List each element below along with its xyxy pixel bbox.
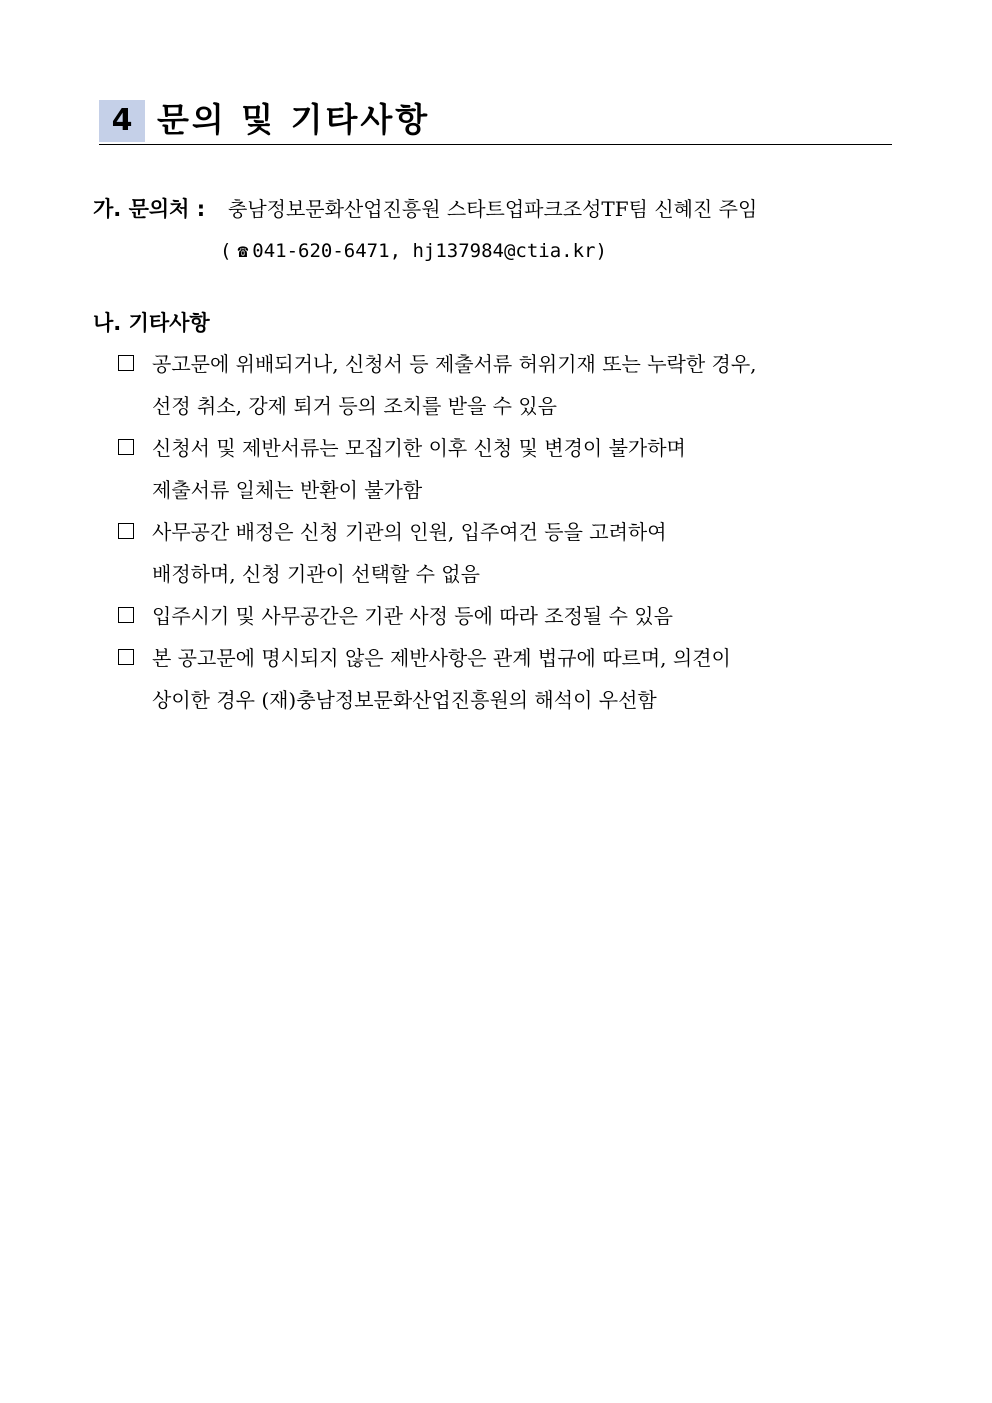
item-text-line1: 본 공고문에 명시되지 않은 제반사항은 관계 법규에 따르며, 의견이	[152, 646, 731, 670]
section-header	[99, 96, 892, 145]
other-label: 나. 기타사항	[93, 311, 210, 335]
item-text-line1: 신청서 및 제반서류는 모집기한 이후 신청 및 변경이 불가하며	[152, 436, 686, 460]
item-text-line2: 배정하며, 신청 기관이 선택할 수 없음	[152, 562, 480, 586]
list-item	[118, 343, 893, 427]
checkbox-icon	[118, 439, 134, 455]
contact-org: 충남정보문화산업진흥원 스타트업파크조성TF팀 신혜진 주임	[228, 197, 758, 221]
item-text-line2: 제출서류 일체는 반환이 불가함	[152, 478, 423, 502]
checkbox-icon	[118, 607, 134, 623]
list-item	[118, 595, 893, 637]
close-paren: )	[595, 240, 607, 262]
checkbox-icon	[118, 523, 134, 539]
list-item	[118, 637, 893, 721]
section-number: 4	[99, 100, 145, 142]
item-text-line2: 상이한 경우 (재)충남정보문화산업진흥원의 해석이 우선함	[152, 688, 657, 712]
item-text-line2: 선정 취소, 강제 퇴거 등의 조치를 받을 수 있음	[152, 394, 557, 418]
item-text-line1: 입주시기 및 사무공간은 기관 사정 등에 따라 조정될 수 있음	[152, 604, 673, 628]
contact-phone-email: 041-620-6471, hj137984@ctia.kr	[252, 240, 596, 262]
open-paren: (	[220, 240, 232, 262]
list-item	[118, 511, 893, 595]
list-item	[118, 427, 893, 511]
contact-detail	[220, 235, 607, 268]
checkbox-icon	[118, 355, 134, 371]
item-text-line1: 공고문에 위배되거나, 신청서 등 제출서류 허위기재 또는 누락한 경우,	[152, 352, 757, 376]
section-title: 문의 및 기타사항	[157, 100, 431, 139]
phone-icon: ☎	[237, 241, 249, 262]
item-text-line1: 사무공간 배정은 신청 기관의 인원, 입주여건 등을 고려하여	[152, 520, 667, 544]
checkbox-icon	[118, 649, 134, 665]
contact-label: 가. 문의처 :	[93, 197, 206, 221]
